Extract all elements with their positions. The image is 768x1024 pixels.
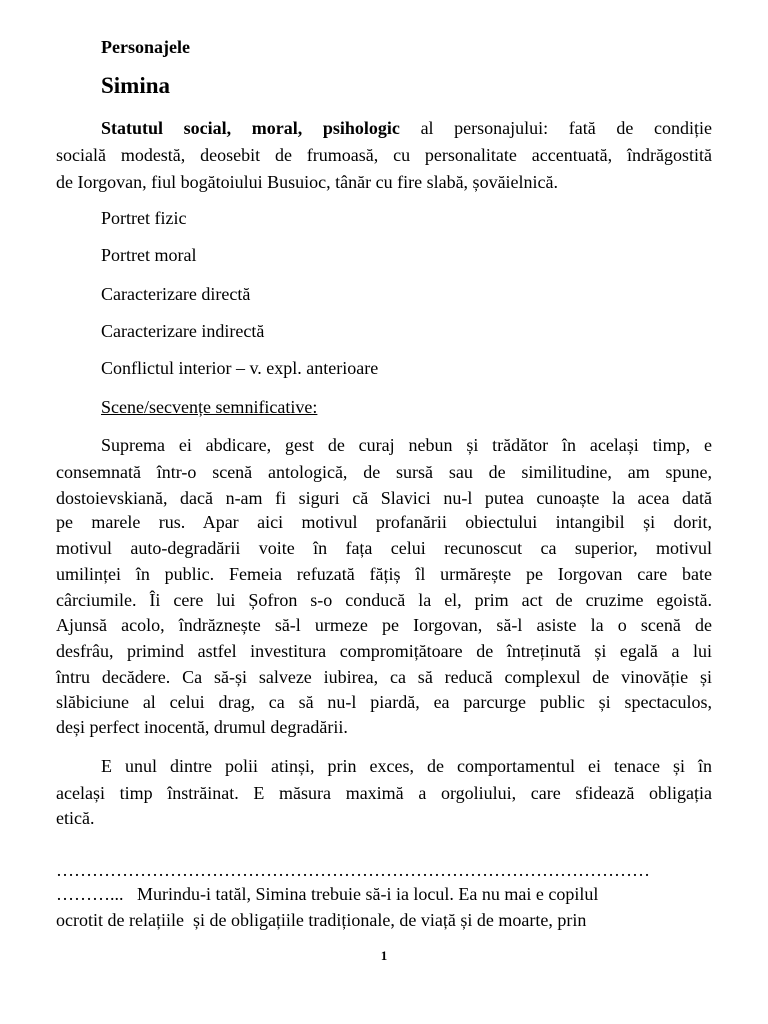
paragraph-3-line-1: ………... Murindu-i tatăl, Simina trebuie să-i ia locul. Ea nu mai e copilul [56,884,599,904]
paragraph-2-line-2: același timp înstrăinat. E măsura maximă a orgoliului, care sfidează obligația [56,783,712,803]
paragraph-1-line-3: dostoievskiană, dacă n-am fi siguri că Slavici nu-l putea cunoaște la acea dată [56,488,712,508]
statut-line-3: de Iorgovan, fiul bogătoiului Busuioc, tânăr cu fire slabă, șovăielnică. [56,172,559,192]
paragraph-1-line-6: umilinței în public. Femeia refuzată fățiș îl urmărește pe Iorgovan care bate [56,564,712,584]
item-conflictul-interior: Conflictul interior – v. expl. anterioare [101,358,379,378]
paragraph-1-line-2: consemnată într-o scenă antologică, de sursă sau de similitudine, am spune, [56,462,712,482]
item-portret-fizic: Portret fizic [101,208,187,228]
statut-line-1-rest: al personajului: fată de condiție [420,118,713,138]
statut-bold-label: Statutul social, moral, psihologic [101,118,400,138]
paragraph-1-line-5: motivul auto-degradării voite în fața celui recunoscut ca superior, motivul [56,538,712,558]
item-caracterizare-indirecta: Caracterizare indirectă [101,321,265,341]
paragraph-3-line-2: ocrotit de relațiile și de obligațiile tradiționale, de viață și de moarte, prin [56,910,587,930]
statut-line-1 [101,118,712,138]
paragraph-1-line-11: slăbiciune al celui drag, ca să nu-l piardă, ea parcurge public și spectaculos, [56,692,712,712]
paragraph-1-line-9: desfrâu, primind astfel investitura compromițătoare de întreținută și egală a lui [56,641,712,661]
paragraph-1-line-12: deși perfect inocentă, drumul degradării. [56,717,348,737]
paragraph-1-line-8: Ajunsă acolo, îndrăznește să-l urmeze pe Iorgovan, să-l asiste la o scenă de [56,615,712,635]
scene-heading: Scene/secvențe semnificative: [101,397,318,417]
page-number: 1 [380,948,388,963]
character-title: Simina [101,73,171,98]
paragraph-1-line-7: cârciumile. Îi cere lui Șofron s-o conducă la el, prim act de cruzime egoistă. [56,590,712,610]
item-caracterizare-directa: Caracterizare directă [101,284,251,304]
ellipsis-separator: ……………………………………………………………………………………… [56,860,650,880]
paragraph-1-line-1: Suprema ei abdicare, gest de curaj nebun și trădător în același timp, e [101,435,712,455]
paragraph-2-line-1: E unul dintre polii atinși, prin exces, de comportamentul ei tenace și în [101,756,712,776]
item-portret-moral: Portret moral [101,245,197,265]
statut-line-2: socială modestă, deosebit de frumoasă, cu personalitate accentuată, îndrăgostită [56,145,712,165]
section-heading: Personajele [101,37,190,57]
paragraph-2-line-3: etică. [56,808,95,828]
paragraph-1-line-4: pe marele rus. Apar aici motivul profanării obiectului intangibil și dorit, [56,512,712,532]
paragraph-1-line-10: întru decădere. Ca să-și salveze iubirea, ca să reducă complexul de vinovăție și [56,667,712,687]
